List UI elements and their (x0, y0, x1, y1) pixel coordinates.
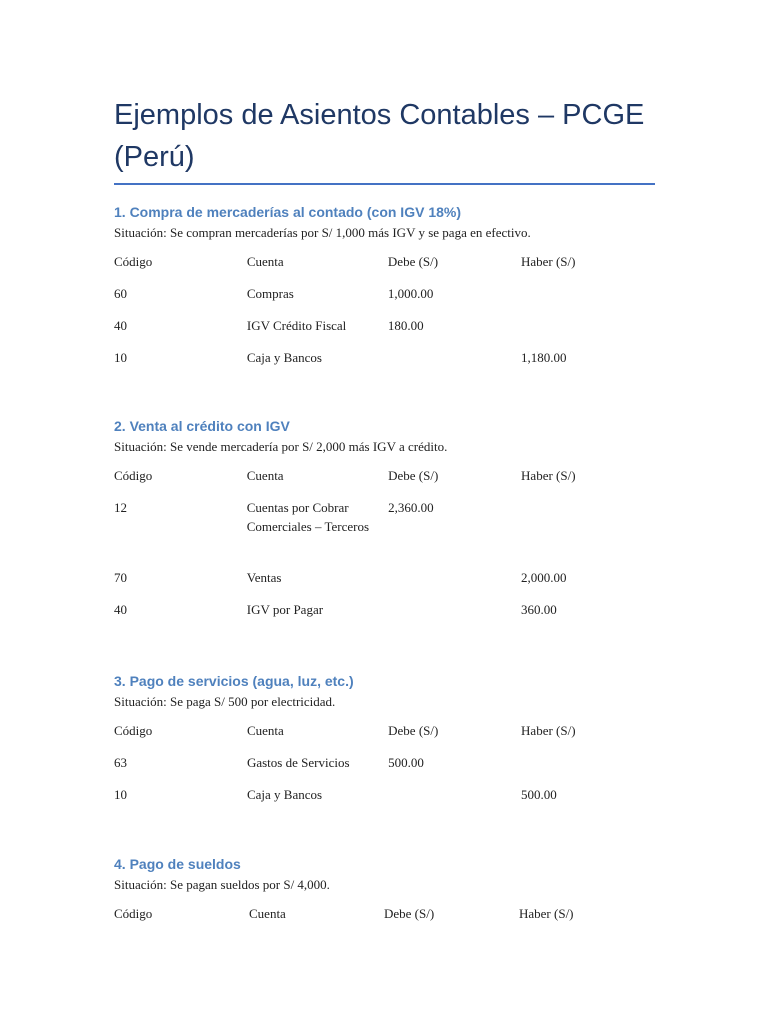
cell-cuenta: IGV por Pagar (246, 602, 324, 617)
section-situation: Situación: Se compran mercaderías por S/ 1,000 más IGV y se paga en efectivo. (114, 225, 531, 240)
cell-codigo: 40 (114, 318, 127, 333)
cell-haber: 360.00 (521, 602, 557, 617)
header-cuenta: Cuenta (246, 468, 284, 483)
table-row (114, 348, 654, 380)
section-situation: Situación: Se paga S/ 500 por electricidad. (114, 694, 336, 709)
table-header-row (114, 721, 654, 753)
cell-cuenta: Caja y Bancos (246, 350, 322, 365)
header-codigo: Código (114, 254, 153, 269)
header-codigo: Código (114, 468, 153, 483)
cell-codigo: 10 (114, 350, 127, 365)
section-situation: Situación: Se vende mercadería por S/ 2,000 más IGV a crédito. (114, 439, 448, 454)
header-cuenta: Cuenta (246, 723, 284, 738)
table-row (114, 568, 654, 600)
section-pago-servicios (114, 671, 655, 817)
cell-debe (388, 600, 521, 632)
entry-table (114, 904, 654, 936)
cell-debe (388, 785, 521, 817)
cell-haber: 1,180.00 (520, 350, 567, 365)
header-cuenta: Cuenta (246, 254, 284, 269)
header-cuenta: Cuenta (249, 906, 286, 921)
cell-haber (521, 753, 654, 785)
header-codigo: Código (114, 906, 153, 921)
header-debe: Debe (S/) (388, 723, 439, 738)
section-pago-sueldos (114, 854, 655, 936)
table-row (114, 600, 654, 632)
cell-cuenta: Gastos de Servicios (246, 755, 350, 770)
entry-table (114, 466, 654, 632)
entry-table (114, 252, 654, 380)
header-haber: Haber (S/) (520, 254, 576, 269)
header-debe: Debe (S/) (388, 468, 439, 483)
section-venta-credito (114, 416, 655, 632)
header-haber: Haber (S/) (519, 906, 574, 921)
cell-codigo: 10 (114, 787, 127, 802)
cell-cuenta: Caja y Bancos (246, 787, 323, 802)
section-situation: Situación: Se pagan sueldos por S/ 4,000. (114, 877, 330, 892)
cell-haber: 2,000.00 (521, 570, 567, 585)
document-page (114, 94, 655, 921)
cell-cuenta: Cuentas por Cobrar Comerciales – Terceros (246, 500, 370, 534)
table-row (114, 785, 654, 817)
section-compra-mercaderias (114, 202, 655, 380)
cell-cuenta: Ventas (246, 570, 282, 585)
cell-debe: 1,000.00 (387, 286, 434, 301)
document-title: Ejemplos de Asientos Contables – PCGE (Perú) (114, 99, 645, 173)
cell-cuenta: IGV Crédito Fiscal (246, 318, 347, 333)
header-haber: Haber (S/) (521, 723, 576, 738)
cell-codigo: 12 (114, 500, 127, 515)
table-header-row (114, 904, 654, 936)
table-row (114, 316, 654, 348)
cell-haber (521, 284, 654, 316)
section-heading: 2. Venta al crédito con IGV (114, 418, 290, 434)
table-row (114, 498, 654, 568)
cell-debe: 2,360.00 (388, 500, 434, 515)
cell-codigo: 60 (114, 286, 127, 301)
table-header-row (114, 466, 654, 498)
cell-codigo: 40 (114, 602, 127, 617)
cell-debe (388, 568, 521, 600)
title-divider (114, 183, 655, 185)
section-heading: 4. Pago de sueldos (114, 856, 241, 872)
cell-codigo: 70 (114, 570, 127, 585)
cell-debe (388, 348, 521, 380)
table-header-row (114, 252, 654, 284)
header-codigo: Código (114, 723, 153, 738)
table-row (114, 284, 654, 316)
entry-table (114, 721, 654, 817)
cell-haber (521, 316, 654, 348)
header-debe: Debe (S/) (387, 254, 439, 269)
header-haber: Haber (S/) (521, 468, 576, 483)
cell-codigo: 63 (114, 755, 127, 770)
cell-cuenta: Compras (246, 286, 294, 301)
header-debe: Debe (S/) (384, 906, 435, 921)
cell-debe: 500.00 (388, 755, 424, 770)
table-row (114, 753, 654, 785)
section-heading: 3. Pago de servicios (agua, luz, etc.) (114, 673, 354, 689)
cell-debe: 180.00 (387, 318, 424, 333)
cell-haber (521, 498, 654, 568)
cell-haber: 500.00 (521, 787, 557, 802)
section-heading: 1. Compra de mercaderías al contado (con IGV 18%) (114, 204, 461, 220)
